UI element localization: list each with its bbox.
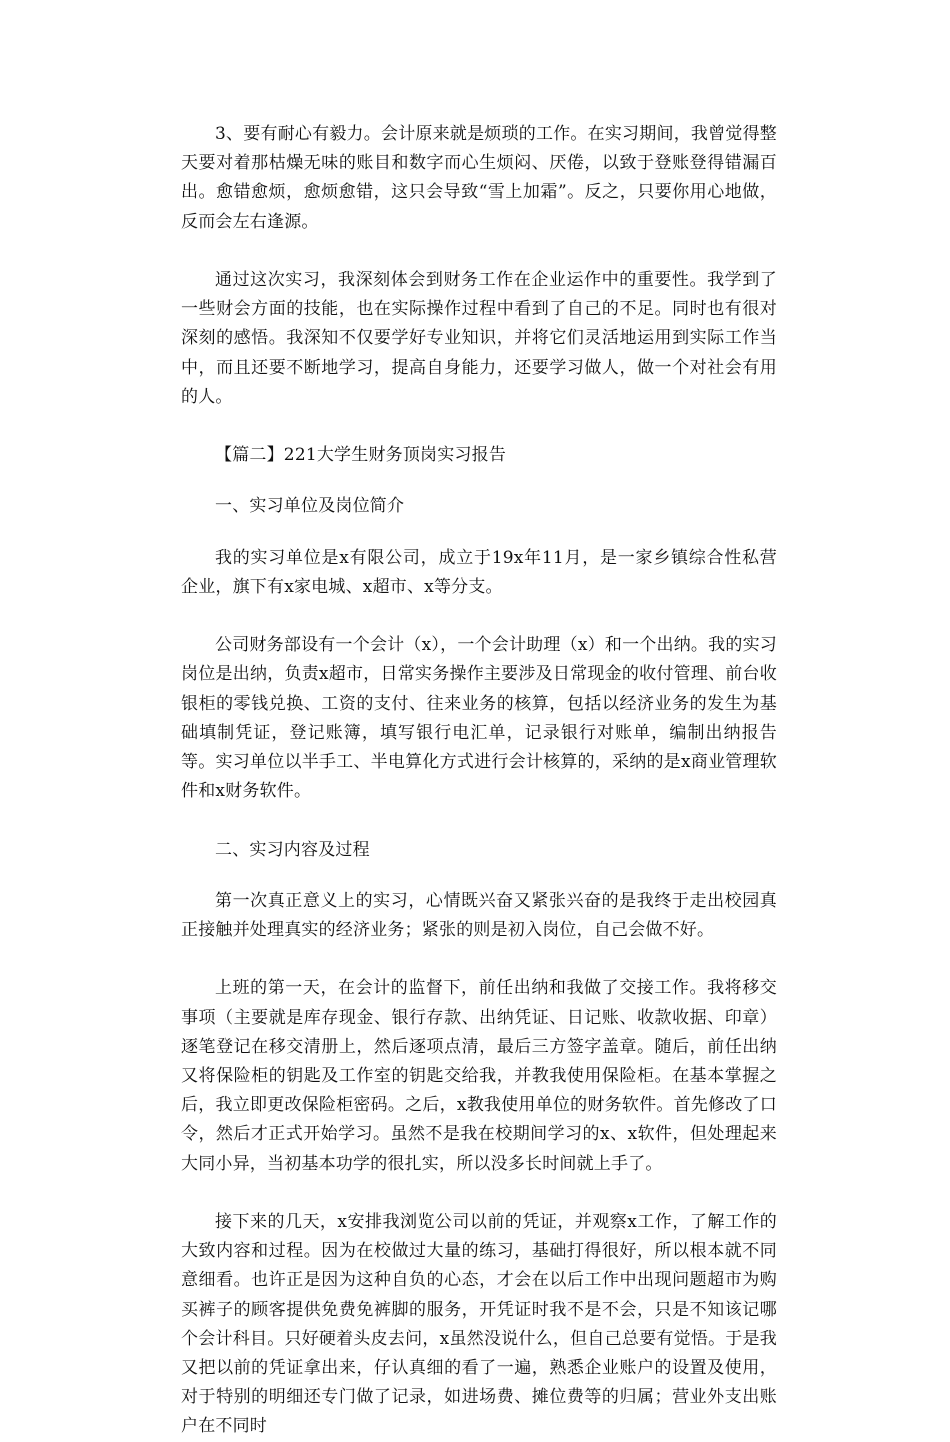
document-page bbox=[181, 120, 777, 1442]
paragraph-finance-dept: 公司财务部设有一个会计（x），一个会计助理（x）和一个出纳。我的实习岗位是出纳，负责x超市，日常实务操作主要涉及日常现金的收付管理、前台收银柜的零钱兑换、工资的支付、往来业务的核算，包括以经济业务的发生为基础填制凭证，登记账簿，填写银行电汇单，记录银行对账单，编制出纳报告等。实习单位以半手工、半电算化方式进行会计核算的，采纳的是x商业管理软件和x财务软件。 bbox=[181, 635, 777, 802]
paragraph-following-days: 接下来的几天，x安排我浏览公司以前的凭证，并观察x工作，了解工作的大致内容和过程。因为在校做过大量的练习，基础打得很好，所以根本就不同意细看。也许正是因为这种自负的心态，才会在以后工作中出现问题超市为购买裤子的顾客提供免费免裤脚的服务，开凭证时我不是不会，只是不知该记哪个会计科目。只好硬着头皮去问，x虽然没说什么，但自己总要有觉悟。于是我又把以前的凭证拿出来，仔认真细的看了一遍，熟悉企业账户的设置及使用，对于特别的明细还专门做了记录，如进场费、摊位费等的归属；营业外支出账户在不同时 bbox=[181, 1212, 777, 1437]
paragraph-first-day: 上班的第一天，在会计的监督下，前任出纳和我做了交接工作。我将移交事项（主要就是库存现金、银行存款、出纳凭证、日记账、收款收据、印章）逐笔登记在移交清册上，然后逐项点清，最后三方签字盖章。随后，前任出纳又将保险柜的钥匙及工作室的钥匙交给我，并教我使用保险柜。在基本掌握之后，我立即更改保险柜密码。之后，x教我使用单位的财务软件。首先修改了口令，然后才正式开始学习。虽然不是我在校期间学习的x、x软件，但处理起来大同小异，当初基本功学的很扎实，所以没多长时间就上手了。 bbox=[181, 978, 777, 1174]
heading-internship-content: 二、实习内容及过程 bbox=[215, 839, 370, 860]
paragraph-patience: 3、要有耐心有毅力。会计原来就是烦琐的工作。在实习期间，我曾觉得整天要对着那枯燥无味的账目和数字而心生烦闷、厌倦，以致于登账登得错漏百出。愈错愈烦，愈烦愈错，这只会导致“雪上加霜”。反之，只要你用心地做，反而会左右逢源。 bbox=[181, 124, 777, 232]
paragraph-company-intro: 我的实习单位是x有限公司，成立于19x年11月，是一家乡镇综合性私营企业，旗下有x家电城、x超市、x等分支。 bbox=[181, 547, 777, 597]
heading-internship-unit: 一、实习单位及岗位简介 bbox=[215, 496, 405, 517]
paragraph-reflection: 通过这次实习，我深刻体会到财务工作在企业运作中的重要性。我学到了一些财会方面的技能，也在实际操作过程中看到了自己的不足。同时也有很对深刻的感悟。我深知不仅要学好专业知识，并将它们灵活地运用到实际工作当中，而且还要不断地学习，提高自身能力，还要学习做人，做一个对社会有用的人。 bbox=[181, 270, 777, 407]
paragraph-first-internship: 第一次真正意义上的实习，心情既兴奋又紧张兴奋的是我终于走出校园真正接触并处理真实的经济业务；紧张的则是初入岗位，自己会做不好。 bbox=[181, 890, 777, 941]
section-title-part-two: 【篇二】221大学生财务顶岗实习报告 bbox=[215, 445, 507, 466]
